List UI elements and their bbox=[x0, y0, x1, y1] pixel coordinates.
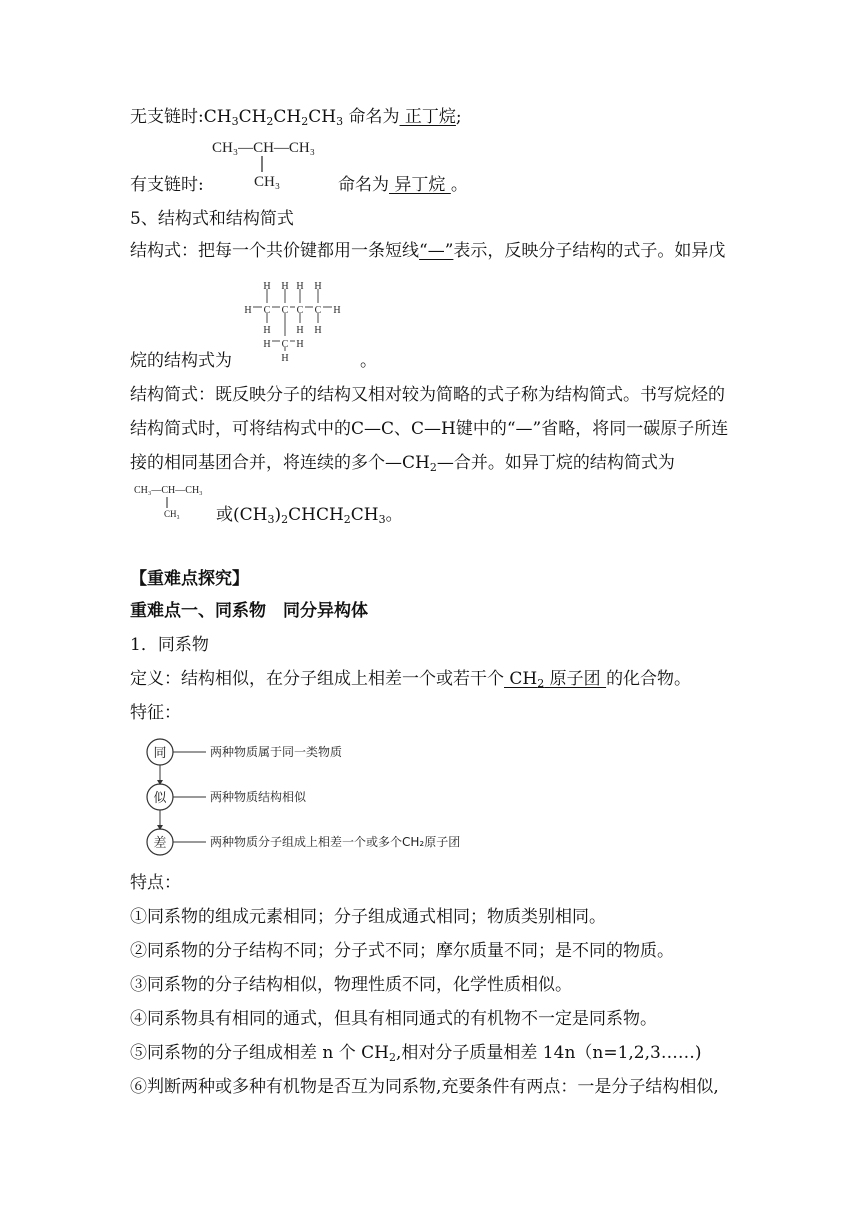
points-label: 特点： bbox=[130, 873, 181, 893]
features-label: 特征： bbox=[130, 703, 181, 723]
atom-h8: H bbox=[263, 339, 271, 350]
branched-name: 命名为 异丁烷 。 bbox=[338, 175, 468, 195]
atom-c4: C bbox=[314, 305, 322, 316]
atom-h2: H bbox=[281, 281, 289, 292]
homolog-definition: 定义：结构相似，在分子组成上相差一个或若干个 $CH_2$ 原子团 的化合物。 bbox=[130, 669, 692, 690]
isobutane-simplified-structure bbox=[134, 482, 224, 520]
point-3: ③同系物的分子结构相似，物理性质不同，化学性质相似。 bbox=[130, 975, 572, 995]
answer-isobutane: 异丁烷 bbox=[389, 175, 451, 195]
diagram-text-difference: 两种物质分子组成上相差一个或多个CH₂原子团 bbox=[210, 835, 461, 849]
atom-c5: C bbox=[281, 339, 289, 350]
isobutane-structure bbox=[210, 136, 330, 192]
diagram-row-same bbox=[147, 739, 342, 765]
structural-formula-definition: 结构式：把每一个共价键都用一条短线“—”表示，反映分子结构的式子。如异戊 bbox=[130, 241, 726, 261]
diagram-text-similar: 两种物质结构相似 bbox=[210, 790, 307, 804]
point-1: ①同系物的组成元素相同；分子组成通式相同；物质类别相同。 bbox=[130, 907, 606, 927]
atom-c2: C bbox=[281, 305, 289, 316]
isobutane-branch: CH₃ bbox=[254, 174, 281, 190]
unbranched-line: 无支链时$:CH_3CH_2CH_2CH_3$ 命名为 正丁烷; bbox=[130, 107, 462, 128]
diagram-row-difference bbox=[147, 829, 460, 855]
isopentane-line: 烷的结构式为 bbox=[130, 351, 232, 371]
atom-h5: H bbox=[263, 325, 271, 336]
isobutane-main-chain: CH₃—CH—CH₃ bbox=[212, 140, 315, 156]
answer-n-butane: 正丁烷 bbox=[399, 107, 456, 127]
diagram-row-similar bbox=[147, 784, 307, 810]
point-6: ⑥判断两种或多种有机物是否互为同系物,充要条件有两点：一是分子结构相似, bbox=[130, 1077, 719, 1097]
atom-h-right: H bbox=[333, 305, 341, 316]
isopentane-line-end: 。 bbox=[360, 351, 377, 371]
simplified-line-1: 结构简式：既反映分子的结构又相对较为简略的式子称为结构简式。书写烷烃的 bbox=[130, 385, 725, 405]
branched-line: 有支链时: bbox=[130, 175, 204, 195]
isopentane-structural-formula bbox=[240, 278, 350, 362]
atom-c1: C bbox=[263, 305, 271, 316]
features-diagram bbox=[140, 734, 500, 858]
svg-text:CH₃: CH₃ bbox=[164, 509, 180, 519]
atom-c3: C bbox=[296, 305, 304, 316]
svg-text:CH₃—CH—CH₃: CH₃—CH—CH₃ bbox=[134, 485, 203, 496]
diagram-circle-same: 同 bbox=[153, 746, 167, 761]
atom-h6: H bbox=[296, 325, 304, 336]
atom-h3: H bbox=[296, 281, 304, 292]
item-homologs: 1．同系物 bbox=[130, 635, 209, 655]
butane-formula: $CH_3CH_2CH_2CH_3$ bbox=[203, 107, 344, 128]
simplified-line-2: 结构简式时，可将结构式中的C—C、C—H键中的“—”省略，将同一碳原子所连 bbox=[130, 419, 729, 439]
atom-h1: H bbox=[263, 281, 271, 292]
isobutane-condensed-formula: 或$(CH_3)_2CHCH_2CH_3$。 bbox=[216, 505, 403, 526]
diagram-circle-difference: 差 bbox=[153, 836, 167, 851]
atom-h10: H bbox=[281, 353, 289, 362]
heading-key-point-1: 重难点一、同系物 同分异构体 bbox=[130, 601, 368, 621]
atom-h7: H bbox=[314, 325, 322, 336]
heading-explore: 【重难点探究】 bbox=[130, 569, 249, 589]
point-4: ④同系物具有相同的通式，但具有相同通式的有机物不一定是同系物。 bbox=[130, 1009, 657, 1029]
point-5: ⑤同系物的分子组成相差 n 个 $CH_2$,相对分子质量相差 14n（n=1,2,3……) bbox=[130, 1043, 702, 1064]
simplified-line-3: 接的相同基团合并，将连续的多个$—CH_2—$合并。如异丁烷的结构简式为 bbox=[130, 453, 675, 474]
diagram-text-same: 两种物质属于同一类物质 bbox=[210, 745, 343, 759]
atom-h4: H bbox=[314, 281, 322, 292]
diagram-circle-similar: 似 bbox=[153, 791, 167, 806]
point-2: ②同系物的分子结构不同；分子式不同；摩尔质量不同；是不同的物质。 bbox=[130, 941, 674, 961]
atom-h-left: H bbox=[244, 305, 252, 316]
section-5-title: 5、结构式和结构简式 bbox=[130, 209, 294, 229]
atom-h9: H bbox=[296, 339, 304, 350]
answer-ch2-group: $CH_2$ 原子团 bbox=[504, 669, 607, 690]
